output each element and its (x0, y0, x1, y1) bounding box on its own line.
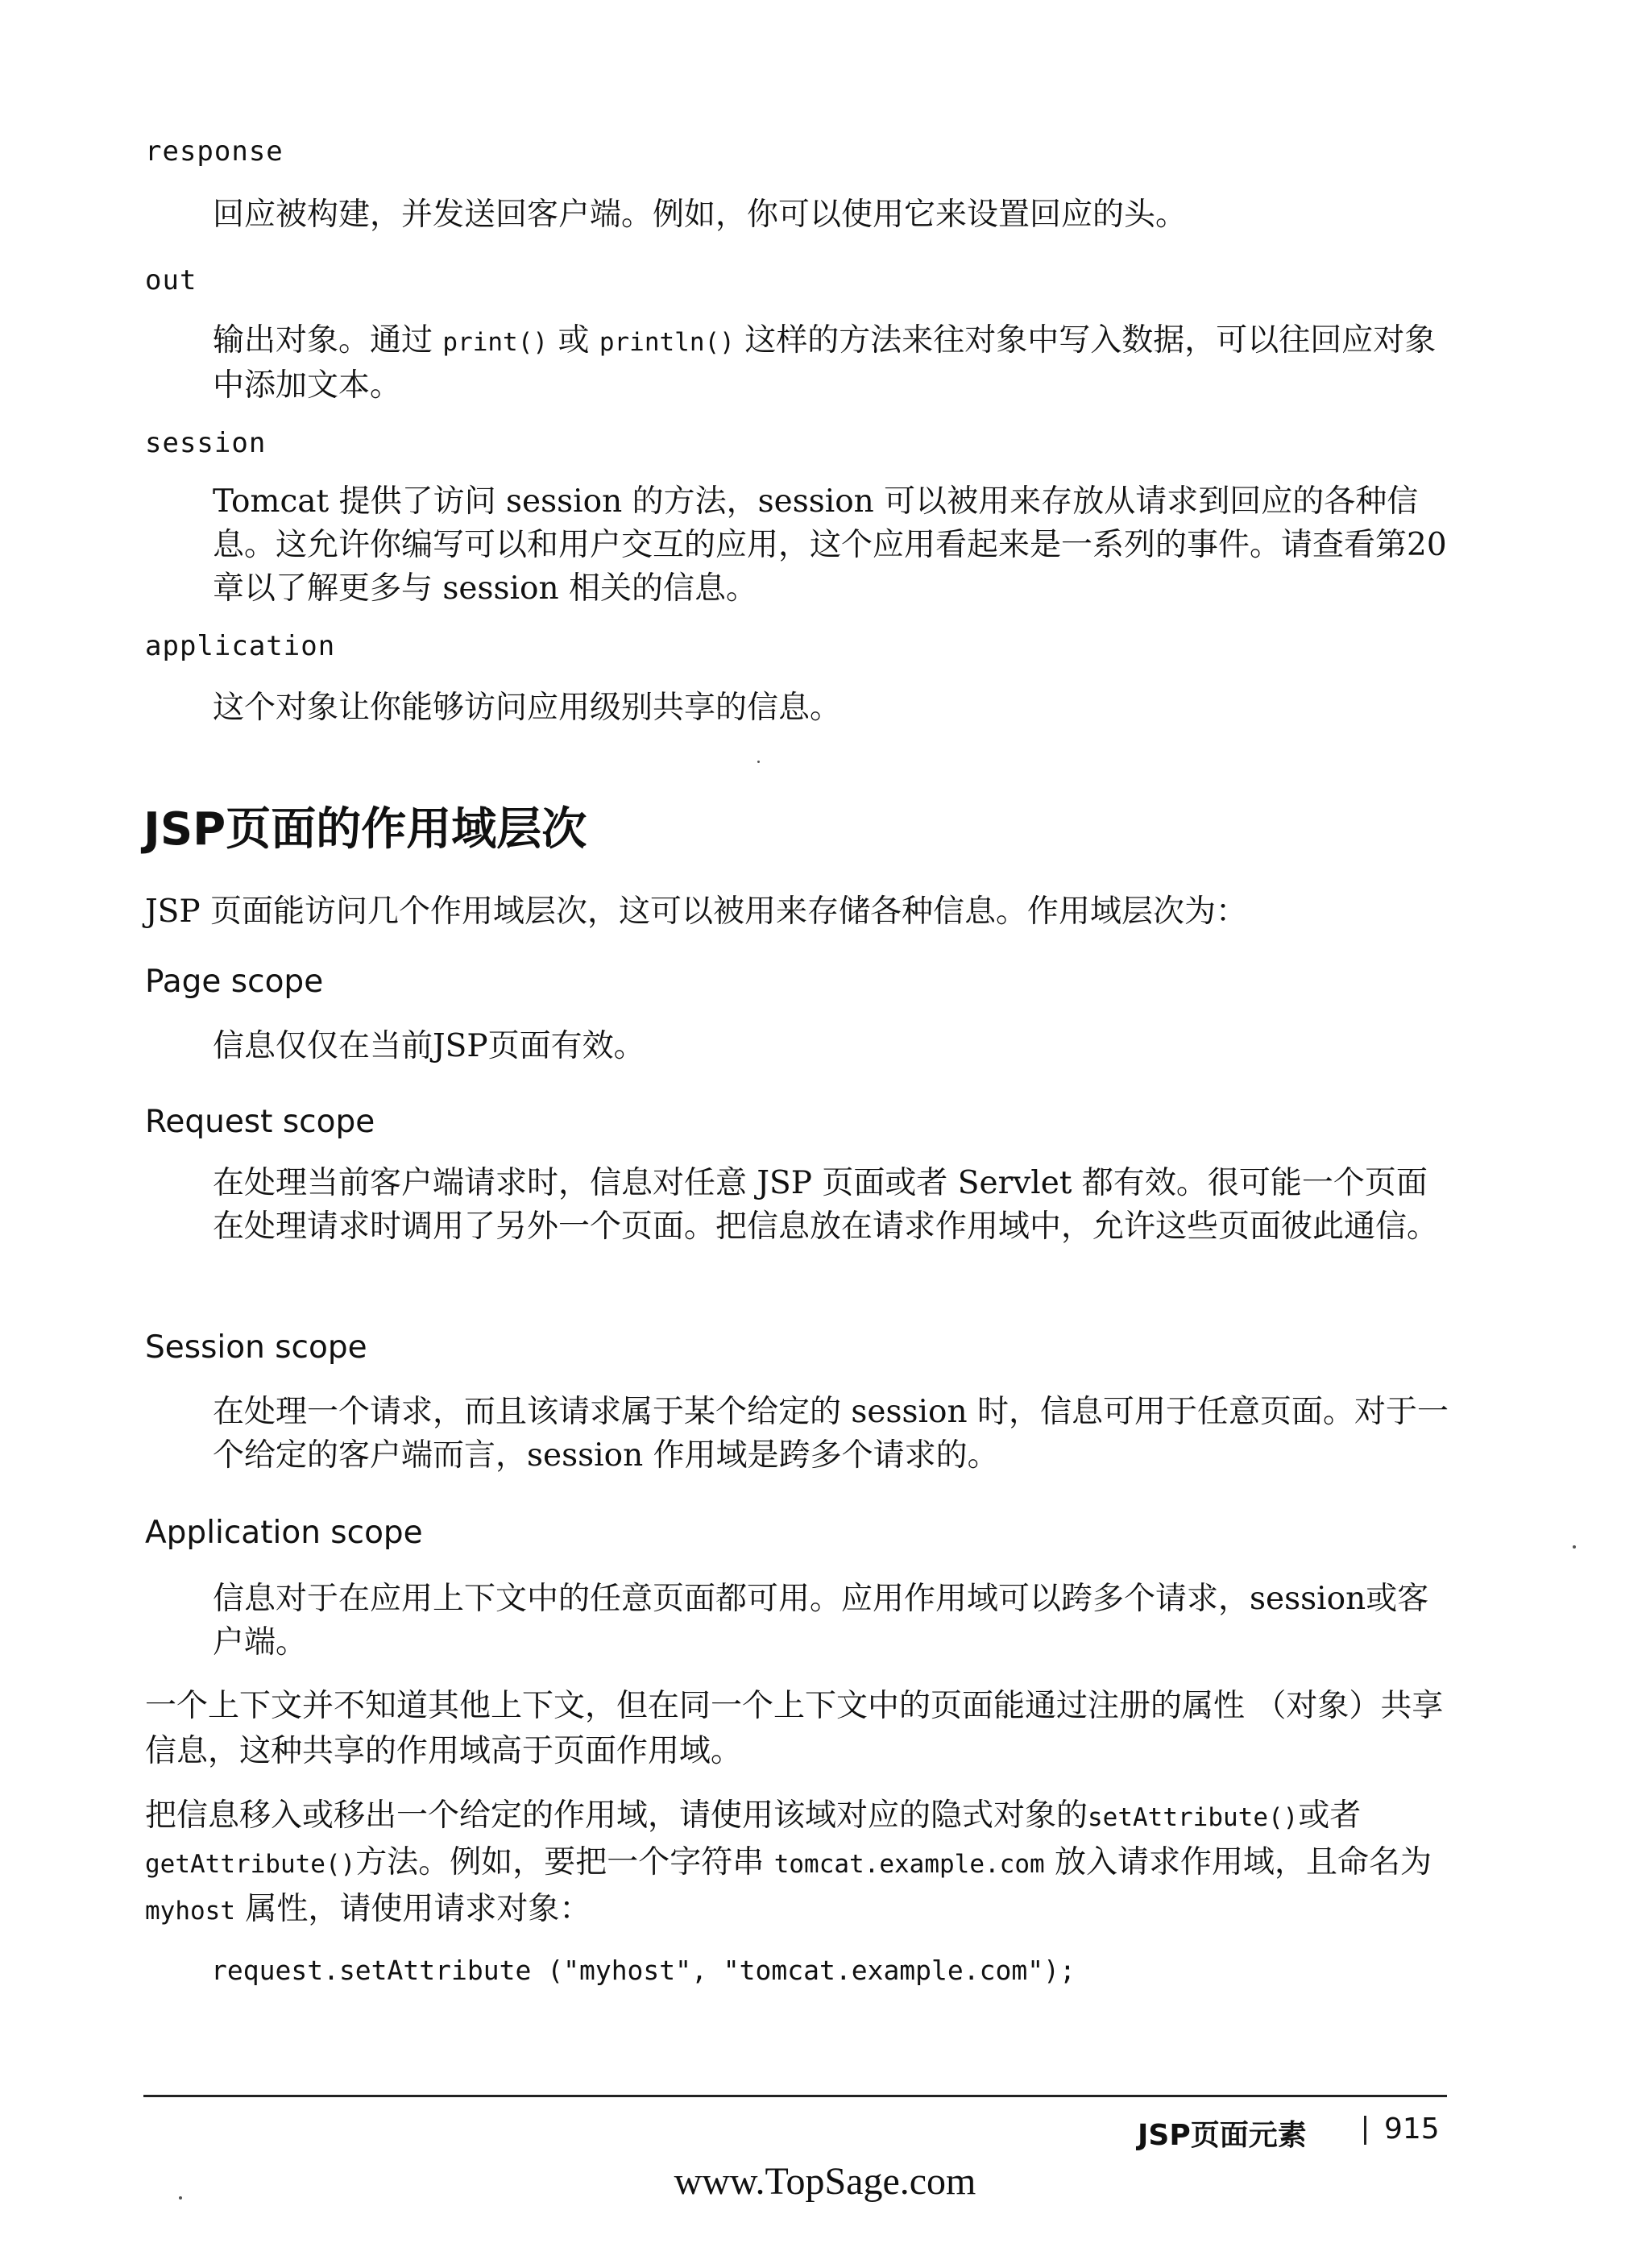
object-term-response: response (145, 135, 284, 168)
footer-rule (143, 2095, 1447, 2097)
footer-chapter-title: JSP页面元素 (1138, 2119, 1307, 2152)
footer-watermark: www.TopSage.com (674, 2160, 976, 2203)
object-desc-out: 输出对象。通过 print() 或 println() 这样的方法来往对象中写入数据，可以往回应对象中添加文本。 (213, 322, 1436, 404)
object-desc-response: 回应被构建，并发送回客户端。例如，你可以使用它来设置回应的头。 (213, 197, 1188, 233)
footer-page-number: 915 (1384, 2113, 1440, 2146)
paragraph-context: 一个上下文并不知道其他上下文，但在同一个上下文中的页面能通过注册的属性 （对象）共享信息，这种共享的作用域高于页面作用域。 (145, 1688, 1444, 1769)
section-intro: JSP 页面能访问几个作用域层次，这可以被用来存储各种信息。作用域层次为： (145, 894, 1247, 930)
scope-label-session: Session scope (145, 1329, 367, 1366)
section-heading: JSP页面的作用域层次 (143, 803, 587, 856)
scope-desc-page: 信息仅仅在当前JSP页面有效。 (213, 1028, 645, 1064)
code-example: request.setAttribute ("myhost", "tomcat.example.com"); (211, 1955, 1076, 1986)
inline-code-print: print() (442, 328, 549, 357)
object-desc-session: Tomcat 提供了访问 session 的方法，session 可以被用来存放从请求到回应的各种信息。这允许你编写可以和用户交互的应用，这个应用看起来是一系列的事件。请查看第20章以了解更多与 session 相关的信息。 (213, 483, 1447, 607)
object-term-session: session (145, 427, 267, 459)
inline-code-hostname: tomcat.example.com (773, 1850, 1045, 1879)
inline-code-setattribute: setAttribute() (1088, 1803, 1299, 1832)
scope-desc-request: 在处理当前客户端请求时，信息对任意 JSP 页面或者 Servlet 都有效。很可能一个页面在处理请求时调用了另外一个页面。把信息放在请求作用域中，允许这些页面彼此通信。 (213, 1165, 1439, 1245)
scope-label-request: Request scope (145, 1104, 375, 1140)
object-desc-application: 这个对象让你能够访问应用级别共享的信息。 (213, 690, 842, 726)
paragraph-set-attribute: 把信息移入或移出一个给定的作用域，请使用该域对应的隐式对象的setAttribute()或者getAttribute()方法。例如，要把一个字符串 tomcat.example.com 放入请求作用域，且命名为 myhost 属性，请使用请求对象： (145, 1797, 1432, 1927)
scope-label-page: Page scope (145, 964, 324, 1000)
scope-desc-session: 在处理一个请求，而且该请求属于某个给定的 session 时，信息可用于任意页面。对于一个给定的客户端而言，session 作用域是跨多个请求的。 (213, 1394, 1449, 1474)
scope-label-application: Application scope (145, 1515, 423, 1551)
inline-code-println: println() (599, 328, 735, 357)
object-term-out: out (145, 264, 197, 296)
scan-speck (179, 2196, 182, 2200)
scope-desc-application: 信息对于在应用上下文中的任意页面都可用。应用作用域可以跨多个请求，session或客户端。 (213, 1581, 1429, 1661)
inline-code-getattribute: getAttribute() (145, 1850, 356, 1879)
footer-separator (1364, 2116, 1366, 2145)
scan-speck (1573, 1545, 1576, 1549)
object-term-application: application (145, 630, 336, 662)
scan-speck (757, 761, 760, 763)
inline-code-myhost: myhost (145, 1897, 235, 1926)
